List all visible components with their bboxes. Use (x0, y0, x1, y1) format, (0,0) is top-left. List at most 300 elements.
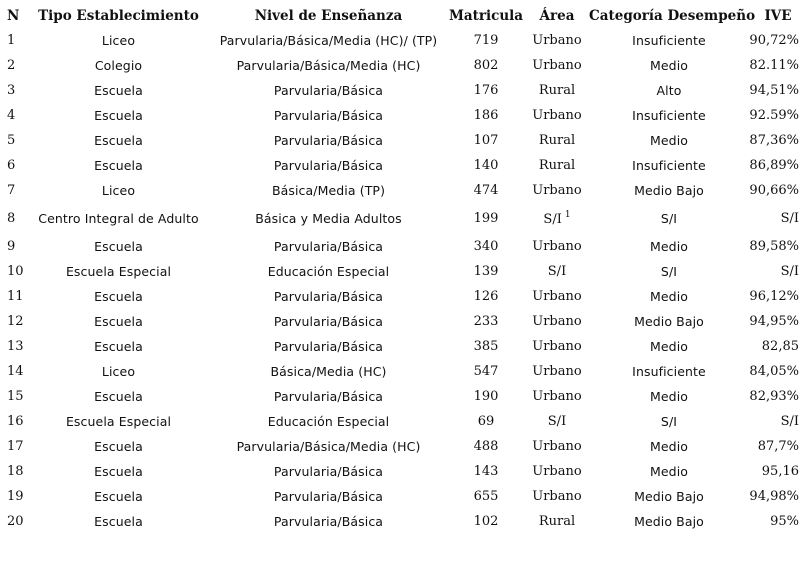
cell-tipo (27, 28, 210, 53)
header-nivel: Nivel de Enseñanza (254, 8, 403, 24)
cell-n-text: 11 (7, 289, 24, 304)
cell-categoria (589, 28, 749, 53)
table-row (0, 259, 807, 284)
cell-ive-text: 96,12% (749, 289, 799, 304)
cell-area-text: Rural (538, 514, 576, 529)
cell-area (525, 28, 589, 53)
cell-categoria-text: Medio Bajo (634, 314, 704, 329)
cell-matricula-text: 802 (473, 58, 499, 73)
cell-tipo-text: Escuela (94, 133, 143, 148)
cell-nivel (210, 259, 447, 284)
cell-matricula-text: 340 (473, 239, 499, 254)
cell-categoria (589, 434, 749, 459)
cell-categoria (589, 103, 749, 128)
cell-matricula (447, 359, 525, 384)
cell-area (525, 334, 589, 359)
cell-tipo (27, 334, 210, 359)
cell-tipo-text: Escuela (94, 289, 143, 304)
cell-area (525, 509, 589, 534)
table-row (0, 53, 807, 78)
cell-matricula-text: 143 (473, 464, 499, 479)
cell-area-text: Urbano (532, 33, 582, 48)
cell-ive-text: 87,7% (757, 439, 799, 454)
cell-n (0, 78, 27, 103)
cell-categoria-text: S/I (660, 211, 678, 226)
cell-categoria (589, 384, 749, 409)
cell-ive (749, 459, 807, 484)
cell-ive-text: 89,58% (749, 239, 799, 254)
cell-n-text: 8 (7, 211, 16, 226)
cell-area (525, 153, 589, 178)
cell-matricula-text: 474 (473, 183, 499, 198)
cell-n-text: 19 (7, 489, 24, 504)
cell-tipo (27, 434, 210, 459)
cell-matricula-text: 199 (473, 211, 499, 226)
cell-nivel-text: Parvularia/Básica (273, 514, 384, 529)
cell-n (0, 334, 27, 359)
header-row (0, 4, 807, 28)
cell-categoria-text: Insuficiente (632, 33, 706, 48)
cell-matricula (447, 103, 525, 128)
cell-ive (749, 53, 807, 78)
cell-matricula-text: 126 (473, 289, 499, 304)
header-categoria: Categoría Desempeño (589, 8, 756, 24)
cell-matricula (447, 509, 525, 534)
table-body (0, 28, 807, 534)
cell-nivel (210, 28, 447, 53)
cell-ive (749, 484, 807, 509)
cell-nivel-text: Parvularia/Básica (273, 314, 384, 329)
cell-nivel-text: Parvularia/Básica (273, 489, 384, 504)
cell-area (525, 359, 589, 384)
cell-matricula (447, 384, 525, 409)
cell-nivel (210, 284, 447, 309)
cell-matricula-text: 385 (473, 339, 499, 354)
cell-categoria-text: S/I (660, 264, 678, 279)
cell-n (0, 203, 27, 234)
cell-matricula-text: 140 (473, 158, 499, 173)
cell-area (525, 203, 589, 234)
cell-n (0, 284, 27, 309)
cell-ive (749, 434, 807, 459)
cell-ive-text: 95,16 (761, 464, 799, 479)
cell-nivel (210, 409, 447, 434)
cell-nivel (210, 484, 447, 509)
cell-categoria (589, 484, 749, 509)
cell-n-text: 17 (7, 439, 24, 454)
table-row (0, 178, 807, 203)
cell-nivel (210, 128, 447, 153)
cell-n-text: 9 (7, 239, 16, 254)
cell-matricula-text: 69 (477, 414, 495, 429)
cell-nivel (210, 459, 447, 484)
table-row (0, 434, 807, 459)
table-row (0, 128, 807, 153)
cell-tipo-text: Escuela (94, 158, 143, 173)
cell-nivel (210, 103, 447, 128)
cell-n (0, 234, 27, 259)
cell-n-text: 15 (7, 389, 24, 404)
table-row (0, 153, 807, 178)
cell-tipo-text: Escuela (94, 514, 143, 529)
table-header (0, 4, 807, 28)
cell-area (525, 53, 589, 78)
cell-nivel (210, 203, 447, 234)
cell-categoria-text: Insuficiente (632, 158, 706, 173)
cell-area-text: Urbano (532, 183, 582, 198)
cell-ive (749, 103, 807, 128)
cell-area-text: Rural (538, 158, 576, 173)
cell-categoria-text: Medio Bajo (634, 489, 704, 504)
cell-tipo-text: Escuela (94, 83, 143, 98)
cell-ive (749, 78, 807, 103)
cell-n-text: 14 (7, 364, 24, 379)
cell-matricula (447, 78, 525, 103)
cell-nivel-text: Básica/Media (HC) (270, 364, 387, 379)
cell-categoria (589, 334, 749, 359)
cell-area-text: Urbano (532, 289, 582, 304)
table-row (0, 459, 807, 484)
cell-n-text: 3 (7, 83, 16, 98)
cell-nivel-text: Parvularia/Básica/Media (HC)/ (TP) (219, 33, 438, 48)
cell-n (0, 409, 27, 434)
cell-nivel (210, 78, 447, 103)
cell-tipo-text: Liceo (101, 33, 136, 48)
cell-ive-text: S/I (780, 211, 799, 226)
cell-ive (749, 234, 807, 259)
cell-matricula (447, 234, 525, 259)
cell-nivel-text: Parvularia/Básica/Media (HC) (236, 58, 421, 73)
table-row (0, 234, 807, 259)
cell-matricula-text: 176 (473, 83, 499, 98)
cell-n-text: 1 (7, 33, 16, 48)
table-row (0, 509, 807, 534)
cell-n (0, 178, 27, 203)
cell-n-text: 16 (7, 414, 24, 429)
table-row (0, 78, 807, 103)
table-row (0, 384, 807, 409)
cell-area-text: Urbano (532, 364, 582, 379)
cell-ive-text: S/I (780, 264, 799, 279)
cell-tipo (27, 259, 210, 284)
cell-nivel (210, 384, 447, 409)
cell-area-text: Urbano (532, 464, 582, 479)
cell-n (0, 103, 27, 128)
cell-categoria-text: Alto (656, 83, 682, 98)
cell-tipo-text: Liceo (101, 183, 136, 198)
cell-ive-text: 86,89% (749, 158, 799, 173)
cell-ive (749, 334, 807, 359)
cell-categoria (589, 409, 749, 434)
cell-categoria-text: S/I (660, 414, 678, 429)
cell-tipo-text: Centro Integral de Adulto (38, 211, 199, 226)
cell-area-text: Urbano (532, 239, 582, 254)
cell-area (525, 409, 589, 434)
cell-nivel-text: Parvularia/Básica (273, 108, 384, 123)
cell-area (525, 484, 589, 509)
cell-tipo (27, 484, 210, 509)
cell-nivel (210, 434, 447, 459)
cell-ive (749, 409, 807, 434)
cell-categoria-text: Medio (649, 339, 689, 354)
table-row (0, 103, 807, 128)
cell-n (0, 459, 27, 484)
cell-n-text: 6 (7, 158, 16, 173)
cell-tipo (27, 509, 210, 534)
cell-categoria-text: Medio (649, 239, 689, 254)
cell-n-text: 10 (7, 264, 24, 279)
cell-ive (749, 359, 807, 384)
cell-categoria-text: Medio (649, 464, 689, 479)
cell-tipo (27, 178, 210, 203)
cell-tipo (27, 234, 210, 259)
cell-area-text: Rural (538, 133, 576, 148)
cell-tipo-text: Colegio (94, 58, 143, 73)
cell-nivel (210, 509, 447, 534)
cell-categoria (589, 509, 749, 534)
cell-nivel-text: Parvularia/Básica (273, 464, 384, 479)
cell-tipo (27, 384, 210, 409)
cell-n-text: 2 (7, 58, 16, 73)
header-n: N (7, 8, 20, 24)
cell-n (0, 509, 27, 534)
footnote-marker: 1 (564, 210, 571, 220)
cell-nivel (210, 53, 447, 78)
cell-n-text: 5 (7, 133, 16, 148)
cell-nivel-text: Educación Especial (267, 414, 390, 429)
cell-nivel-text: Parvularia/Básica (273, 289, 384, 304)
cell-categoria (589, 178, 749, 203)
cell-area-text: Urbano (532, 108, 582, 123)
cell-ive-text: 94,95% (749, 314, 799, 329)
cell-categoria (589, 459, 749, 484)
cell-nivel-text: Educación Especial (267, 264, 390, 279)
cell-area (525, 459, 589, 484)
table-row (0, 28, 807, 53)
cell-nivel-text: Básica/Media (TP) (271, 183, 386, 198)
cell-n (0, 309, 27, 334)
table-row (0, 309, 807, 334)
cell-ive (749, 384, 807, 409)
cell-tipo (27, 53, 210, 78)
cell-categoria (589, 234, 749, 259)
cell-n (0, 359, 27, 384)
cell-area (525, 259, 589, 284)
cell-ive-text: 82.11% (749, 58, 799, 73)
cell-n (0, 153, 27, 178)
cell-ive-text: 90,72% (749, 33, 799, 48)
cell-categoria (589, 259, 749, 284)
cell-n-text: 7 (7, 183, 16, 198)
cell-ive-text: 94,98% (749, 489, 799, 504)
cell-area-text: S/I (547, 264, 567, 279)
cell-tipo-text: Liceo (101, 364, 136, 379)
cell-categoria (589, 128, 749, 153)
cell-area-text: S/I (543, 212, 562, 227)
cell-area (525, 234, 589, 259)
cell-matricula-text: 719 (473, 33, 499, 48)
cell-area (525, 384, 589, 409)
cell-ive-text: 90,66% (749, 183, 799, 198)
cell-area (525, 284, 589, 309)
cell-nivel-text: Básica y Media Adultos (255, 211, 402, 226)
cell-ive (749, 509, 807, 534)
cell-tipo (27, 309, 210, 334)
cell-nivel (210, 178, 447, 203)
table-row (0, 409, 807, 434)
cell-ive-text: 82,93% (749, 389, 799, 404)
cell-tipo-text: Escuela (94, 314, 143, 329)
cell-n-text: 12 (7, 314, 24, 329)
cell-area (525, 178, 589, 203)
cell-ive (749, 309, 807, 334)
header-tipo: Tipo Establecimiento (38, 8, 199, 24)
table-row (0, 359, 807, 384)
cell-area-text: Urbano (532, 389, 582, 404)
cell-nivel-text: Parvularia/Básica (273, 389, 384, 404)
cell-tipo (27, 103, 210, 128)
cell-matricula (447, 53, 525, 78)
cell-tipo (27, 153, 210, 178)
cell-nivel-text: Parvularia/Básica (273, 133, 384, 148)
cell-area (525, 78, 589, 103)
header-matricula: Matricula (448, 8, 524, 24)
header-area: Área (539, 8, 575, 24)
cell-nivel-text: Parvularia/Básica (273, 83, 384, 98)
cell-n (0, 434, 27, 459)
cell-tipo (27, 359, 210, 384)
cell-area-text: Urbano (532, 489, 582, 504)
cell-area-text: Urbano (532, 58, 582, 73)
cell-nivel (210, 359, 447, 384)
cell-matricula-text: 186 (473, 108, 499, 123)
cell-tipo (27, 78, 210, 103)
cell-categoria-text: Medio Bajo (634, 183, 704, 198)
cell-tipo-text: Escuela (94, 439, 143, 454)
cell-n (0, 484, 27, 509)
cell-tipo-text: Escuela Especial (65, 414, 172, 429)
cell-nivel (210, 234, 447, 259)
cell-matricula (447, 203, 525, 234)
cell-nivel-text: Parvularia/Básica (273, 339, 384, 354)
cell-matricula-text: 190 (473, 389, 499, 404)
cell-area (525, 309, 589, 334)
cell-categoria-text: Insuficiente (632, 108, 706, 123)
cell-nivel (210, 334, 447, 359)
cell-tipo (27, 284, 210, 309)
establishments-table (0, 4, 807, 534)
cell-n (0, 384, 27, 409)
cell-matricula (447, 259, 525, 284)
cell-tipo-text: Escuela (94, 339, 143, 354)
cell-tipo-text: Escuela (94, 464, 143, 479)
header-ive: IVE (764, 8, 792, 24)
cell-tipo-text: Escuela Especial (65, 264, 172, 279)
cell-matricula (447, 178, 525, 203)
cell-tipo-text: Escuela (94, 489, 143, 504)
cell-tipo (27, 409, 210, 434)
cell-categoria-text: Medio (649, 58, 689, 73)
cell-tipo-text: Escuela (94, 239, 143, 254)
cell-categoria (589, 153, 749, 178)
cell-area (525, 434, 589, 459)
cell-matricula-text: 488 (473, 439, 499, 454)
cell-tipo-text: Escuela (94, 389, 143, 404)
cell-area-text: S/I (547, 414, 567, 429)
cell-ive-text: 82,85 (761, 339, 799, 354)
cell-tipo (27, 128, 210, 153)
cell-categoria (589, 309, 749, 334)
cell-n (0, 128, 27, 153)
cell-matricula (447, 153, 525, 178)
cell-ive (749, 178, 807, 203)
cell-matricula (447, 459, 525, 484)
cell-categoria (589, 359, 749, 384)
cell-matricula (447, 128, 525, 153)
table-row (0, 203, 807, 234)
cell-ive-text: 84,05% (749, 364, 799, 379)
cell-area-text: Urbano (532, 314, 582, 329)
cell-categoria-text: Medio (649, 133, 689, 148)
cell-categoria-text: Medio (649, 389, 689, 404)
cell-ive-text: S/I (780, 414, 799, 429)
cell-ive (749, 203, 807, 234)
cell-matricula (447, 334, 525, 359)
cell-tipo (27, 203, 210, 234)
cell-matricula-text: 547 (473, 364, 499, 379)
cell-nivel-text: Parvularia/Básica/Media (HC) (236, 439, 421, 454)
cell-matricula-text: 139 (473, 264, 499, 279)
cell-area-text: Urbano (532, 339, 582, 354)
cell-matricula (447, 484, 525, 509)
cell-matricula-text: 233 (473, 314, 499, 329)
cell-n-text: 18 (7, 464, 24, 479)
cell-categoria (589, 284, 749, 309)
cell-matricula-text: 655 (473, 489, 499, 504)
cell-nivel-text: Parvularia/Básica (273, 158, 384, 173)
cell-tipo-text: Escuela (94, 108, 143, 123)
cell-n-text: 4 (7, 108, 16, 123)
cell-categoria-text: Insuficiente (632, 364, 706, 379)
table-row (0, 334, 807, 359)
table-row (0, 484, 807, 509)
cell-matricula (447, 284, 525, 309)
cell-matricula (447, 409, 525, 434)
cell-categoria (589, 203, 749, 234)
cell-categoria (589, 53, 749, 78)
cell-ive (749, 259, 807, 284)
cell-area-text: Urbano (532, 439, 582, 454)
cell-area (525, 128, 589, 153)
cell-ive-text: 92.59% (749, 108, 799, 123)
cell-categoria (589, 78, 749, 103)
table-row (0, 284, 807, 309)
cell-area (525, 103, 589, 128)
cell-n (0, 53, 27, 78)
cell-matricula (447, 28, 525, 53)
cell-categoria-text: Medio (649, 439, 689, 454)
cell-matricula-text: 107 (473, 133, 499, 148)
cell-ive (749, 153, 807, 178)
cell-ive (749, 28, 807, 53)
cell-nivel-text: Parvularia/Básica (273, 239, 384, 254)
cell-nivel (210, 309, 447, 334)
cell-n (0, 28, 27, 53)
cell-ive-text: 95% (770, 514, 799, 529)
cell-ive (749, 284, 807, 309)
cell-matricula (447, 309, 525, 334)
cell-ive-text: 87,36% (749, 133, 799, 148)
